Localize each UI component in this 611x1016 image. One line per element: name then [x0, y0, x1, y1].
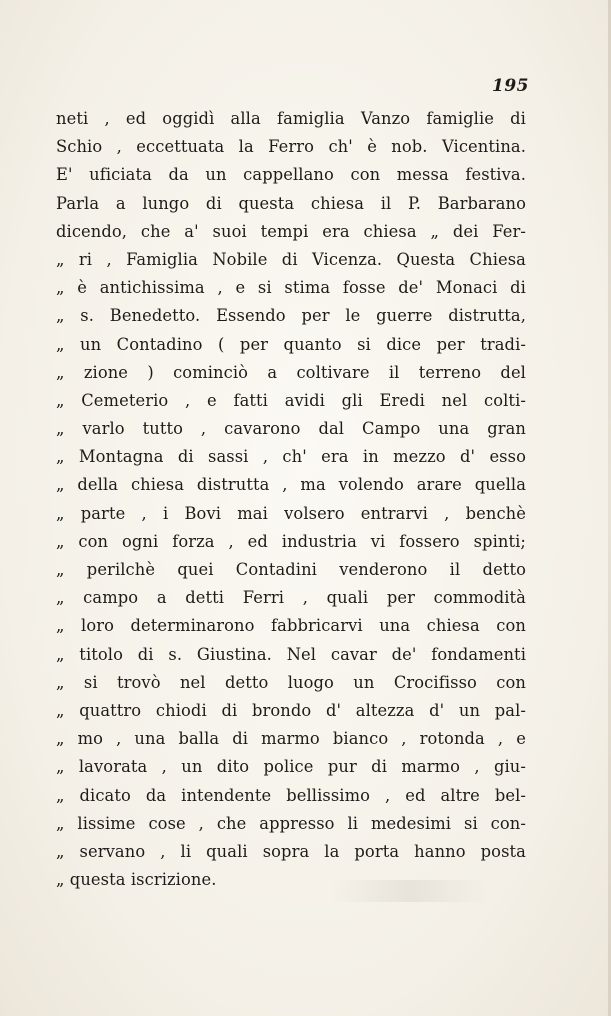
text-line: „ lavorata , un dito police pur di marmo , giu- — [56, 757, 526, 777]
text-line: „ Cemeterio , e fatti avidi gli Eredi nel colti- — [56, 390, 526, 410]
text-line: „ quattro chiodi di brondo d' altezza d' un pal- — [56, 700, 526, 720]
text-line: „ s. Benedetto. Essendo per le guerre distrutta, — [56, 306, 526, 326]
text-line: „ con ogni forza , ed industria vi fossero spinti; — [56, 531, 526, 551]
text-line: Parla a lungo di questa chiesa il P. Barbarano — [56, 193, 526, 213]
text-line: „ Montagna di sassi , ch' era in mezzo d' esso — [56, 447, 526, 467]
text-line: „ zione ) cominciò a coltivare il terreno del — [56, 362, 526, 382]
show-through-smudge — [330, 880, 490, 902]
text-line: „ campo a detti Ferri , quali per commodità — [56, 588, 526, 608]
text-line: „ mo , una balla di marmo bianco , rotonda , e — [56, 729, 526, 749]
text-line: „ varlo tutto , cavarono dal Campo una gran — [56, 419, 526, 439]
text-line-final: „ questa iscrizione. — [56, 870, 217, 890]
text-line: „ servano , li quali sopra la porta hanno posta — [56, 841, 526, 861]
text-line: „ titolo di s. Giustina. Nel cavar de' fondamenti — [56, 644, 526, 664]
text-line: „ ri , Famiglia Nobile di Vicenza. Questa Chiesa — [56, 249, 526, 269]
text-line: „ loro determinarono fabbricarvi una chiesa con — [56, 616, 526, 636]
text-line: „ lissime cose , che appresso li medesimi si con- — [56, 813, 526, 833]
text-line: „ dicato da intendente bellissimo , ed altre bel- — [56, 785, 526, 805]
text-line: „ perilchè quei Contadini venderono il detto — [56, 560, 526, 579]
text-line: „ un Contadino ( per quanto si dice per tradi- — [56, 334, 526, 354]
text-line: dicendo, che a' suoi tempi era chiesa „ dei Fer- — [56, 221, 526, 241]
text-line: „ della chiesa distrutta , ma volendo arare quella — [56, 475, 526, 495]
text-line: „ si trovò nel detto luogo un Crocifisso con — [56, 672, 526, 692]
text-line: E' uficiata da un cappellano con messa festiva. — [56, 165, 526, 185]
text-line: neti , ed oggidì alla famiglia Vanzo famiglie di — [56, 109, 526, 128]
text-line: „ è antichissima , e si stima fosse de' Monaci di — [56, 278, 526, 298]
page-number: 195 — [492, 76, 529, 96]
body-text — [56, 105, 526, 894]
text-line: Schio , eccettuata la Ferro ch' è nob. Vicentina. — [56, 137, 526, 157]
text-line: „ parte , i Bovi mai volsero entrarvi , benchè — [56, 503, 526, 523]
